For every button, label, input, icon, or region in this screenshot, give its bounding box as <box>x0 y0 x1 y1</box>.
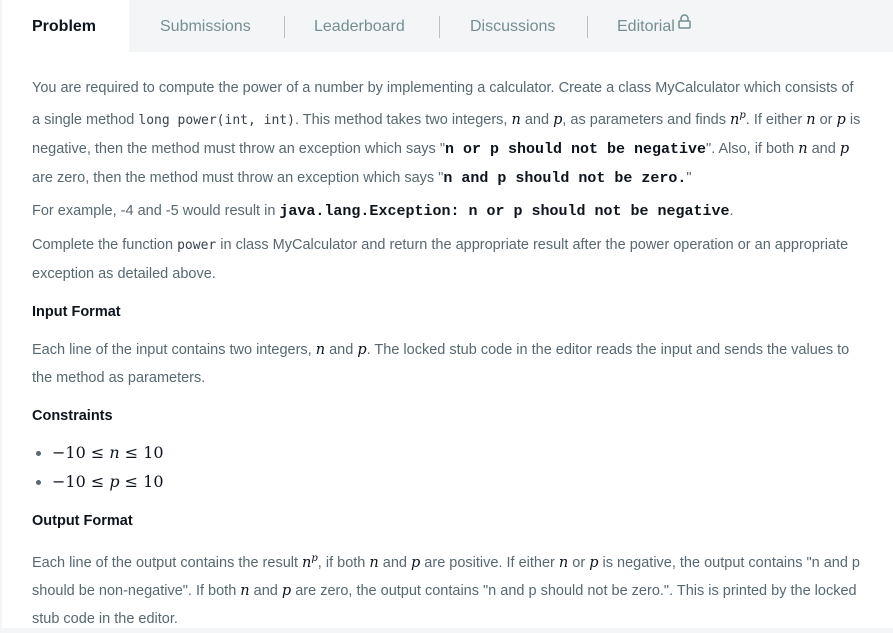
text: You are required to compute the power of a number by implementing a calculator. Create a class MyCalculator which consists of a single method <box>32 80 854 128</box>
tab-leaderboard[interactable]: Leaderboard <box>314 18 405 35</box>
math-exponent: p <box>739 110 746 121</box>
math-var: p <box>839 140 850 157</box>
text: ". Also, if both <box>706 140 799 157</box>
complete-paragraph <box>32 231 864 288</box>
math-operator: ≤ <box>85 471 110 491</box>
list-item <box>32 468 893 497</box>
math-value: 10 <box>143 471 164 491</box>
text: " <box>686 169 692 186</box>
text: and <box>520 111 554 128</box>
input-format-heading: Input Format <box>32 303 121 320</box>
math-var: n <box>511 111 521 128</box>
tab-editorial[interactable] <box>617 0 691 52</box>
exception-message: n or p should not be negative <box>445 140 707 158</box>
lock-icon <box>678 0 691 52</box>
math-exponent: p <box>311 552 318 564</box>
math-operator: ≤ <box>119 442 144 462</box>
math-value: −10 <box>52 442 86 462</box>
text: and <box>325 341 358 358</box>
text: and <box>249 582 282 599</box>
example-paragraph <box>32 197 864 226</box>
math-var: p <box>109 471 120 491</box>
text: . This method takes two integers, <box>294 111 512 128</box>
text: are zero, then the method must throw an exception which says " <box>32 169 444 186</box>
inline-code: power <box>177 237 217 253</box>
math-var: n <box>369 554 379 571</box>
tab-divider <box>439 16 440 38</box>
text: , as parameters and finds <box>562 111 731 128</box>
math-value: 10 <box>143 442 164 462</box>
text: or <box>815 111 837 128</box>
problem-statement <box>2 52 893 628</box>
math-var: p <box>281 582 292 599</box>
text: . <box>729 202 734 219</box>
text: are positive. If either <box>420 554 559 571</box>
tab-divider <box>284 16 285 38</box>
tab-divider <box>587 16 588 38</box>
math-var: p <box>553 111 563 128</box>
output-format-paragraph <box>32 545 864 633</box>
math-var: n <box>109 442 120 462</box>
tab-submissions[interactable]: Submissions <box>160 18 251 35</box>
text: and <box>378 554 411 571</box>
text: Each line of the output contains the result <box>32 554 303 571</box>
text: , if both <box>317 554 370 571</box>
math-var: n <box>806 111 816 128</box>
math-var: p <box>357 341 367 358</box>
math-var: n <box>558 554 569 571</box>
tab-bar <box>0 0 893 52</box>
constraints-list <box>32 439 893 497</box>
math-operator: ≤ <box>119 471 144 491</box>
output-format-heading: Output Format <box>32 512 133 529</box>
math-var: n <box>730 111 740 128</box>
text: is negative, the output contains "n and p should be non-negative". If both <box>32 554 860 599</box>
tab-problem[interactable]: Problem <box>2 0 129 52</box>
math-var: n <box>798 140 808 157</box>
inline-code: long power(int, int) <box>138 112 295 128</box>
math-value: −10 <box>52 471 86 491</box>
text: and <box>807 140 840 157</box>
intro-paragraph <box>32 74 864 193</box>
tab-discussions[interactable]: Discussions <box>470 18 556 35</box>
text: . If either <box>745 111 807 128</box>
text: or <box>568 554 590 571</box>
text: in class MyCalculator and return the appropriate result after the power operation or an appropriate exception as detailed above. <box>32 236 849 282</box>
exception-message: n and p should not be zero. <box>443 169 687 187</box>
example-exception: java.lang.Exception: n or p should not be negative <box>279 202 730 220</box>
text: Each line of the input contains two integers, <box>32 341 316 358</box>
text: Complete the function <box>32 236 178 253</box>
input-format-paragraph <box>32 336 864 392</box>
math-var: p <box>410 554 421 571</box>
text: is negative, then the method must throw an exception which says " <box>32 111 861 157</box>
math-var: n <box>302 554 312 571</box>
math-operator: ≤ <box>85 442 110 462</box>
tab-editorial-label: Editorial <box>617 18 675 35</box>
text: For example, -4 and -5 would result in <box>32 202 280 219</box>
text: . The locked stub code in the editor reads the input and sends the values to the method as parameters. <box>32 341 850 386</box>
list-item <box>32 439 893 468</box>
math-var: n <box>315 341 326 358</box>
math-var: p <box>836 111 846 128</box>
math-var: n <box>240 582 250 599</box>
math-var: p <box>589 554 599 571</box>
constraints-heading: Constraints <box>32 407 113 424</box>
text: are zero, the output contains "n and p should not be zero.". This is printed by the locked stub code in the editor. <box>32 582 857 627</box>
